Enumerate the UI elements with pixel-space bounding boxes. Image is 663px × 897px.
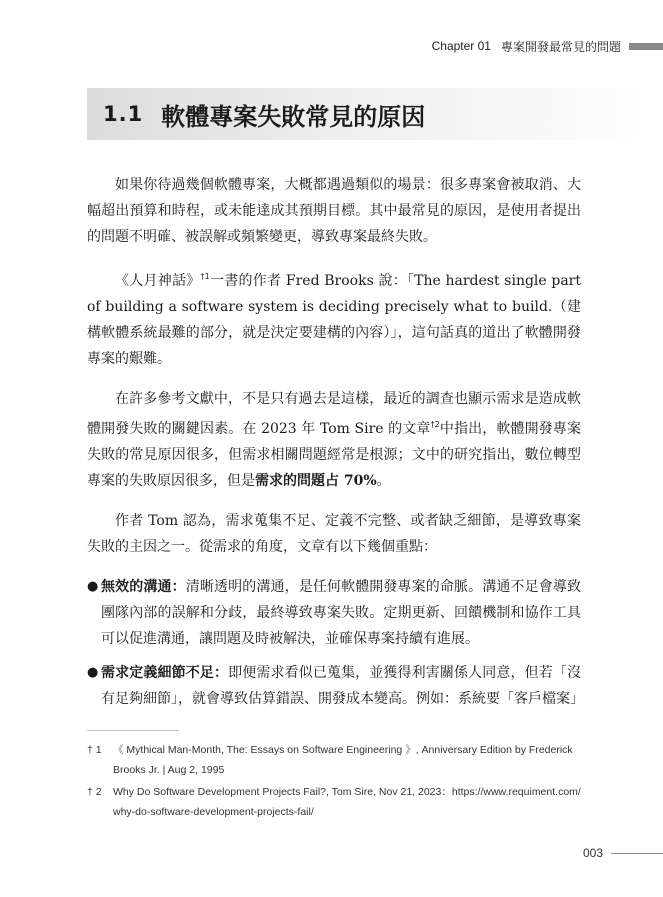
page-footer: [583, 844, 663, 862]
footnote-text: 《 Mythical Man-Month, The: Essays on Software Engineering 》, Anniversary Edition by Frederick Brooks Jr. | Aug 2, 1995: [113, 744, 573, 776]
bullet-text: 即便需求看似已蒐集，並獲得利害關係人同意，但若「沒有足夠細節」，就會導致估算錯誤、開發成本變高。例如：系統要「客戶檔案」: [101, 665, 584, 707]
footer-rule: [611, 853, 663, 854]
section-title: 軟體專案失敗常見的原因: [161, 102, 426, 131]
bullet-icon: ●: [87, 665, 99, 680]
bullet-term: 無效的溝通：: [101, 579, 186, 595]
paragraph-3-text-b: 中指出，軟體開發專案失敗的常見原因很多，但需求相關問題經常是根源；文中的研究指出，數位轉型專案的失敗原因很多，但是: [87, 421, 581, 489]
chapter-title: 專案開發最常見的問題: [500, 39, 621, 54]
paragraph-1: 如果你待過幾個軟體專案，大概都遇過類似的場景：很多專案會被取消、大幅超出預算和時程，或未能達成其預期目標。其中最常見的原因，是使用者提出的問題不明確、被誤解或頻繁變更，導致專案最終失敗。: [87, 177, 581, 245]
footnote-ref-2[interactable]: †2: [430, 420, 440, 429]
header-bar: [629, 43, 663, 50]
paragraph-3-text-a: 在許多參考文獻中，不是只有過去是這樣，最近的調查也顯示需求是造成軟體開發失敗的關鍵因素。在 2023 年 Tom Sire 的文章: [87, 391, 581, 437]
paragraph-3: [87, 386, 581, 494]
section-heading: [87, 88, 663, 140]
chapter-label: Chapter 01: [431, 39, 491, 53]
list-item: [87, 660, 584, 712]
footnote-mark: † 2: [87, 786, 102, 798]
page-number: 003: [582, 846, 603, 860]
book-title: 《人月神話》: [115, 273, 201, 289]
footnote-2: [87, 782, 581, 822]
emphasis-text: 需求的問題占 70%: [255, 473, 377, 489]
paragraph-2-text: 一書的作者 Fred Brooks 說：「The hardest single part of building a software system is deciding precisely what to build.（建構軟體系統最難的部分，就是決定要建構的內容）」，這句話真的道出了軟體開發專案的艱難。: [87, 273, 582, 367]
bullet-term: 需求定義細節不足：: [101, 665, 229, 681]
footnote-text[interactable]: Why Do Software Development Projects Fail?, Tom Sire, Nov 21, 2023：https://www.requiment.com/why-do-software-development-projects-fail/: [113, 786, 581, 818]
footnote-mark: † 1: [87, 744, 102, 756]
bullet-text: 清晰透明的溝通，是任何軟體開發專案的命脈。溝通不足會導致團隊內部的誤解和分歧，最終導致專案失敗。定期更新、回饋機制和協作工具可以促進溝通，讓問題及時被解決，並確保專案持續有進展。: [101, 579, 582, 647]
footnotes: [87, 740, 581, 824]
section-number: 1.1: [103, 102, 144, 126]
bullet-icon: ●: [87, 579, 99, 594]
running-header: [432, 38, 663, 54]
paragraph-4: 作者 Tom 認為，需求蒐集不足、定義不完整、或者缺乏細節，是導致專案失敗的主因之一。從需求的角度，文章有以下幾個重點：: [87, 513, 581, 555]
footnote-ref-1[interactable]: †1: [200, 272, 210, 281]
footnote-divider: [87, 730, 179, 731]
paragraph-2: [87, 264, 581, 372]
paragraph-3-end: 。: [376, 473, 391, 489]
body-text: [87, 172, 584, 720]
footnote-1: [87, 740, 581, 780]
list-item: [87, 574, 581, 652]
